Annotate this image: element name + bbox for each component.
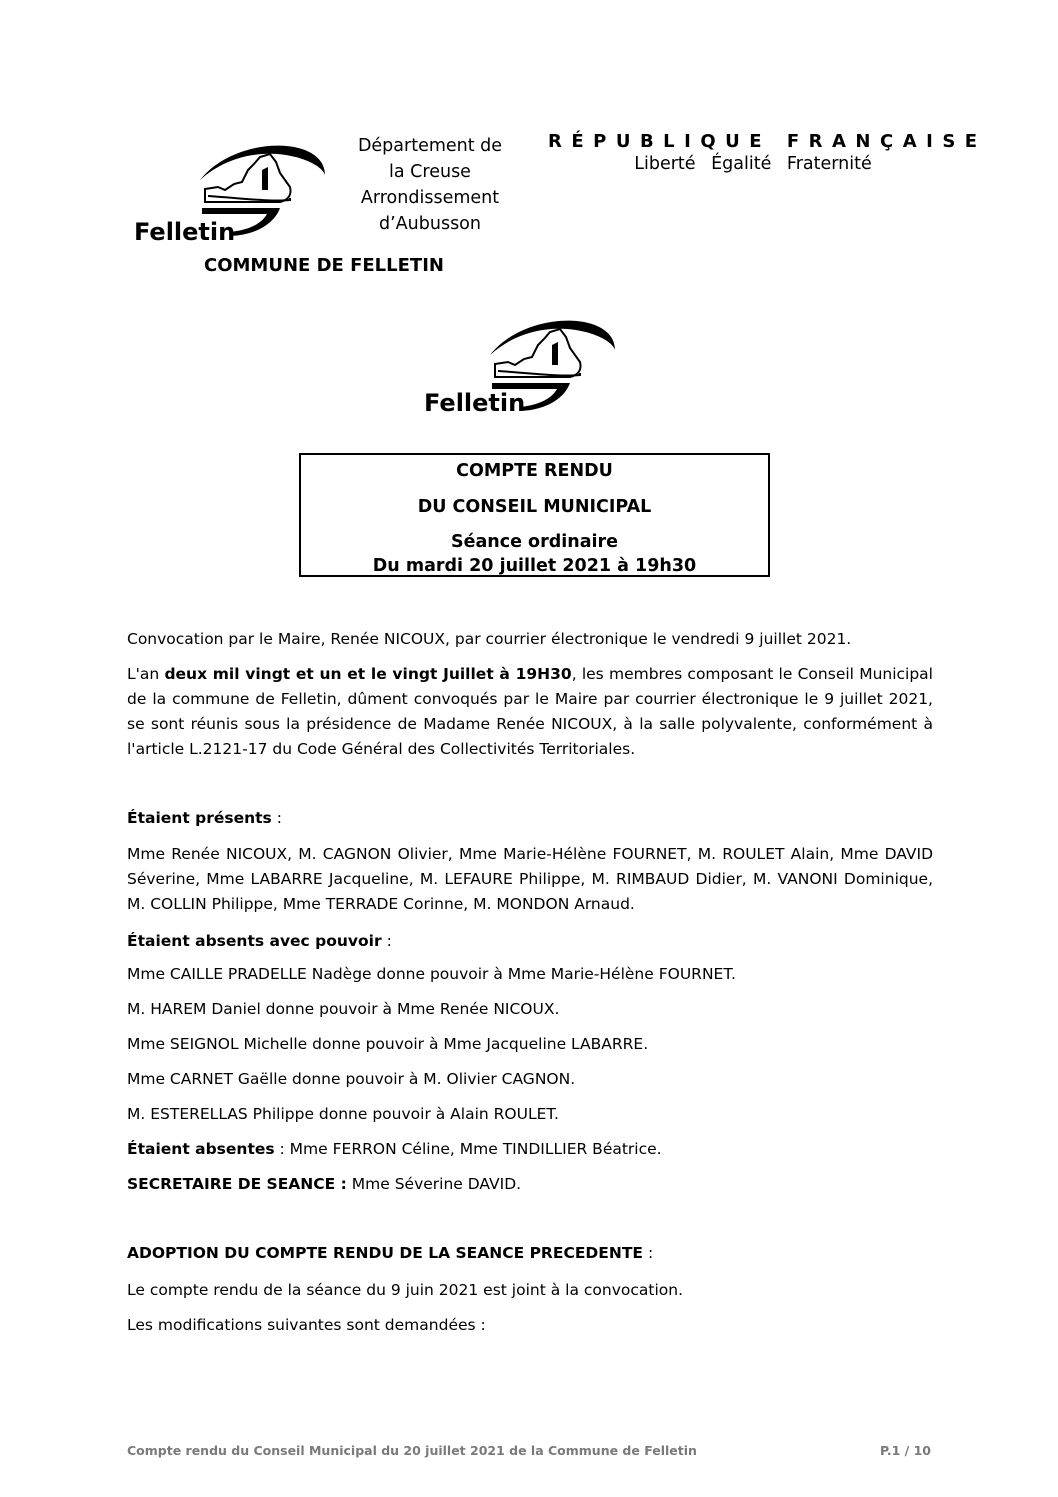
presents-colon: : (271, 809, 282, 827)
department-block (340, 133, 520, 237)
absents-pouvoir-label: Étaient absents avec pouvoir (127, 932, 382, 950)
department-line: la Creuse (389, 162, 471, 182)
pouvoir-item: M. HAREM Daniel donne pouvoir à Mme Renée NICOUX. (127, 1000, 560, 1018)
adoption-paragraph-1: Le compte rendu de la séance du 9 juin 2021 est joint à la convocation. (127, 1281, 684, 1299)
intro-date: deux mil vingt et un et le vingt Juillet à 19H30 (164, 665, 572, 683)
logo-text: Felletin (134, 218, 236, 245)
presents-list: Mme Renée NICOUX, M. CAGNON Olivier, Mme Marie-Hélène FOURNET, M. ROULET Alain, Mme DAVID Séverine, Mme LABARRE Jacqueline, M. LEFAURE Philippe, M. RIMBAUD Didier, M. VANONI Dominique, M. COLLIN Philippe, Mme TERRADE Corinne, M. MONDON Arnaud. (127, 845, 933, 913)
adoption-heading (127, 1241, 933, 1266)
title-line-4: Du mardi 20 juillet 2021 à 19h30 (372, 556, 697, 576)
republic-motto: Liberté Égalité Fraternité (634, 154, 872, 174)
intro-prefix: L'an (127, 665, 165, 683)
felletin-logo-center (420, 315, 620, 420)
republic-block (548, 131, 987, 174)
presents-label: Étaient présents (127, 809, 272, 827)
department-line: Arrondissement (360, 188, 500, 208)
adoption-label: ADOPTION DU COMPTE RENDU DE LA SEANCE PRECEDENTE (127, 1244, 644, 1262)
adoption-colon: : (643, 1244, 654, 1262)
absentes-text: : Mme FERRON Céline, Mme TINDILLIER Béatrice. (274, 1140, 662, 1158)
title-box (299, 453, 770, 577)
intro-paragraph (127, 662, 933, 762)
page-number: P.1 / 10 (880, 1443, 931, 1458)
intro-suffix: , les membres composant le Conseil Municipal de la commune de Felletin, dûment convoqués par le Maire par courrier électronique le 9 juillet 2021, se sont réunis sous la présidence de Madame Renée NICOUX, à la salle polyvalente, conformément à l'article L.2121-17 du Code Général des Collectivités Territoriales. (127, 665, 933, 758)
secretaire-label: SECRETAIRE DE SEANCE : (127, 1175, 347, 1193)
absentes-line (127, 1137, 933, 1162)
absents-pouvoir-heading (127, 929, 933, 954)
absents-pouvoir-colon: : (381, 932, 392, 950)
commune-name: COMMUNE DE FELLETIN (204, 255, 444, 276)
convocation-paragraph: Convocation par le Maire, Renée NICOUX, par courrier électronique le vendredi 9 juillet 2021. (127, 630, 852, 648)
department-line: Département de (357, 136, 503, 156)
felletin-logo (130, 140, 330, 245)
title-line-3: Séance ordinaire (450, 532, 619, 552)
secretaire-line (127, 1172, 933, 1197)
pouvoir-item: M. ESTERELLAS Philippe donne pouvoir à Alain ROULET. (127, 1105, 559, 1123)
pouvoir-item: Mme CARNET Gaëlle donne pouvoir à M. Olivier CAGNON. (127, 1070, 576, 1088)
title-line-2: DU CONSEIL MUNICIPAL (417, 497, 652, 517)
department-line: d’Aubusson (379, 214, 481, 234)
title-line-1: COMPTE RENDU (456, 461, 613, 481)
presents-heading (127, 806, 933, 831)
secretaire-text: Mme Séverine DAVID. (346, 1175, 522, 1193)
pouvoir-item: Mme CAILLE PRADELLE Nadège donne pouvoir à Mme Marie-Hélène FOURNET. (127, 965, 736, 983)
pouvoir-item: Mme SEIGNOL Michelle donne pouvoir à Mme Jacqueline LABARRE. (127, 1035, 649, 1053)
absentes-label: Étaient absentes (127, 1140, 275, 1158)
adoption-paragraph-2: Les modifications suivantes sont demandées : (127, 1316, 486, 1334)
footer-left: Compte rendu du Conseil Municipal du 20 juillet 2021 de la Commune de Felletin (127, 1443, 697, 1458)
logo-text: Felletin (424, 389, 526, 417)
republic-title: RÉPUBLIQUE FRANÇAISE (548, 131, 987, 152)
